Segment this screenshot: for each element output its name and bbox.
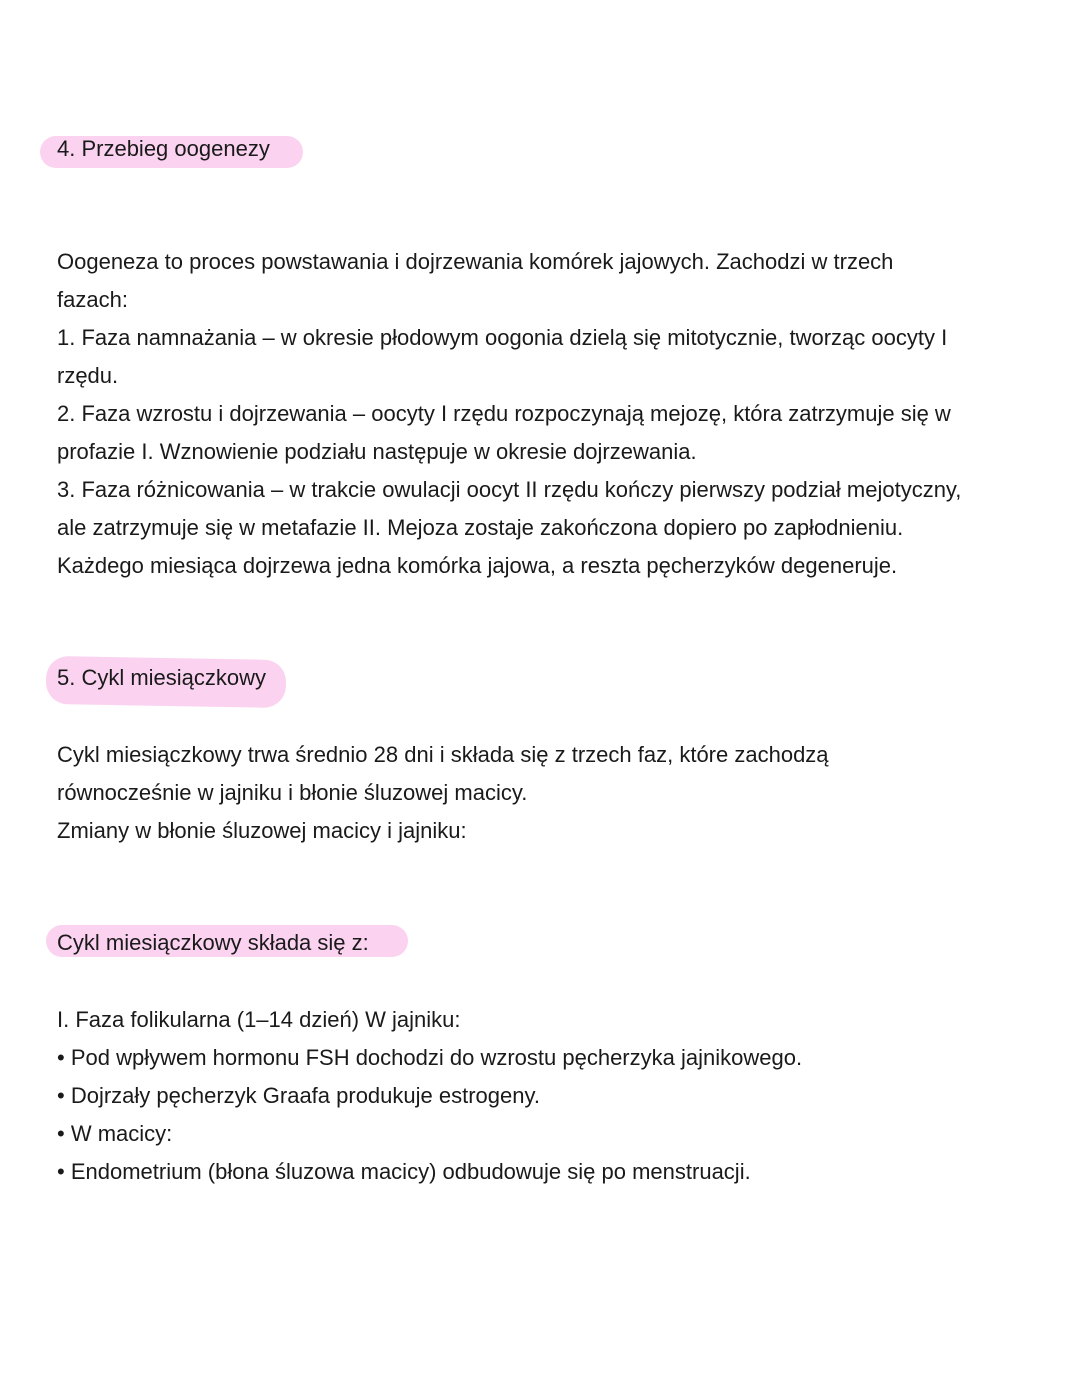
text-line: ale zatrzymuje się w metafazie II. Mejoza zostaje zakończona dopiero po zapłodnieniu. — [57, 515, 904, 540]
text-line: 1. Faza namnażania – w okresie płodowym oogonia dzielą się mitotycznie, tworząc oocyty I — [57, 325, 948, 350]
text-line: rzędu. — [57, 363, 119, 388]
section-body-oogenesis — [57, 243, 961, 585]
list-item: • Dojrzały pęcherzyk Graafa produkuje estrogeny. — [57, 1083, 540, 1108]
text-line: 3. Faza różnicowania – w trakcie owulacji oocyt II rzędu kończy pierwszy podział mejotyczny, — [57, 477, 962, 502]
section-heading-menstrual-cycle: 5. Cykl miesiączkowy — [57, 665, 267, 690]
text-line: Każdego miesiąca dojrzewa jedna komórka jajowa, a reszta pęcherzyków degeneruje. — [57, 553, 898, 578]
section-heading-oogenesis: 4. Przebieg oogenezy — [57, 136, 270, 161]
list-item: • Endometrium (błona śluzowa macicy) odbudowuje się po menstruacji. — [57, 1159, 751, 1184]
text-line: Oogeneza to proces powstawania i dojrzewania komórek jajowych. Zachodzi w trzech — [57, 249, 894, 274]
subsection-body — [57, 1001, 802, 1191]
text-line: fazach: — [57, 287, 128, 312]
subsection-heading: Cykl miesiączkowy składa się z: — [57, 930, 369, 955]
text-line: Zmiany w błonie śluzowej macicy i jajniku: — [57, 818, 467, 843]
text-line: 2. Faza wzrostu i dojrzewania – oocyty I rzędu rozpoczynają mejozę, która zatrzymuje się w — [57, 401, 951, 426]
list-item: • Pod wpływem hormonu FSH dochodzi do wzrostu pęcherzyka jajnikowego. — [57, 1045, 803, 1070]
text-line: I. Faza folikularna (1–14 dzień) W jajniku: — [57, 1007, 461, 1032]
text-line: równocześnie w jajniku i błonie śluzowej macicy. — [57, 780, 528, 805]
list-item: • W macicy: — [57, 1121, 173, 1146]
text-line: Cykl miesiączkowy trwa średnio 28 dni i składa się z trzech faz, które zachodzą — [57, 742, 829, 767]
text-line: profazie I. Wznowienie podziału następuje w okresie dojrzewania. — [57, 439, 697, 464]
section-body-menstrual-cycle — [57, 736, 829, 850]
